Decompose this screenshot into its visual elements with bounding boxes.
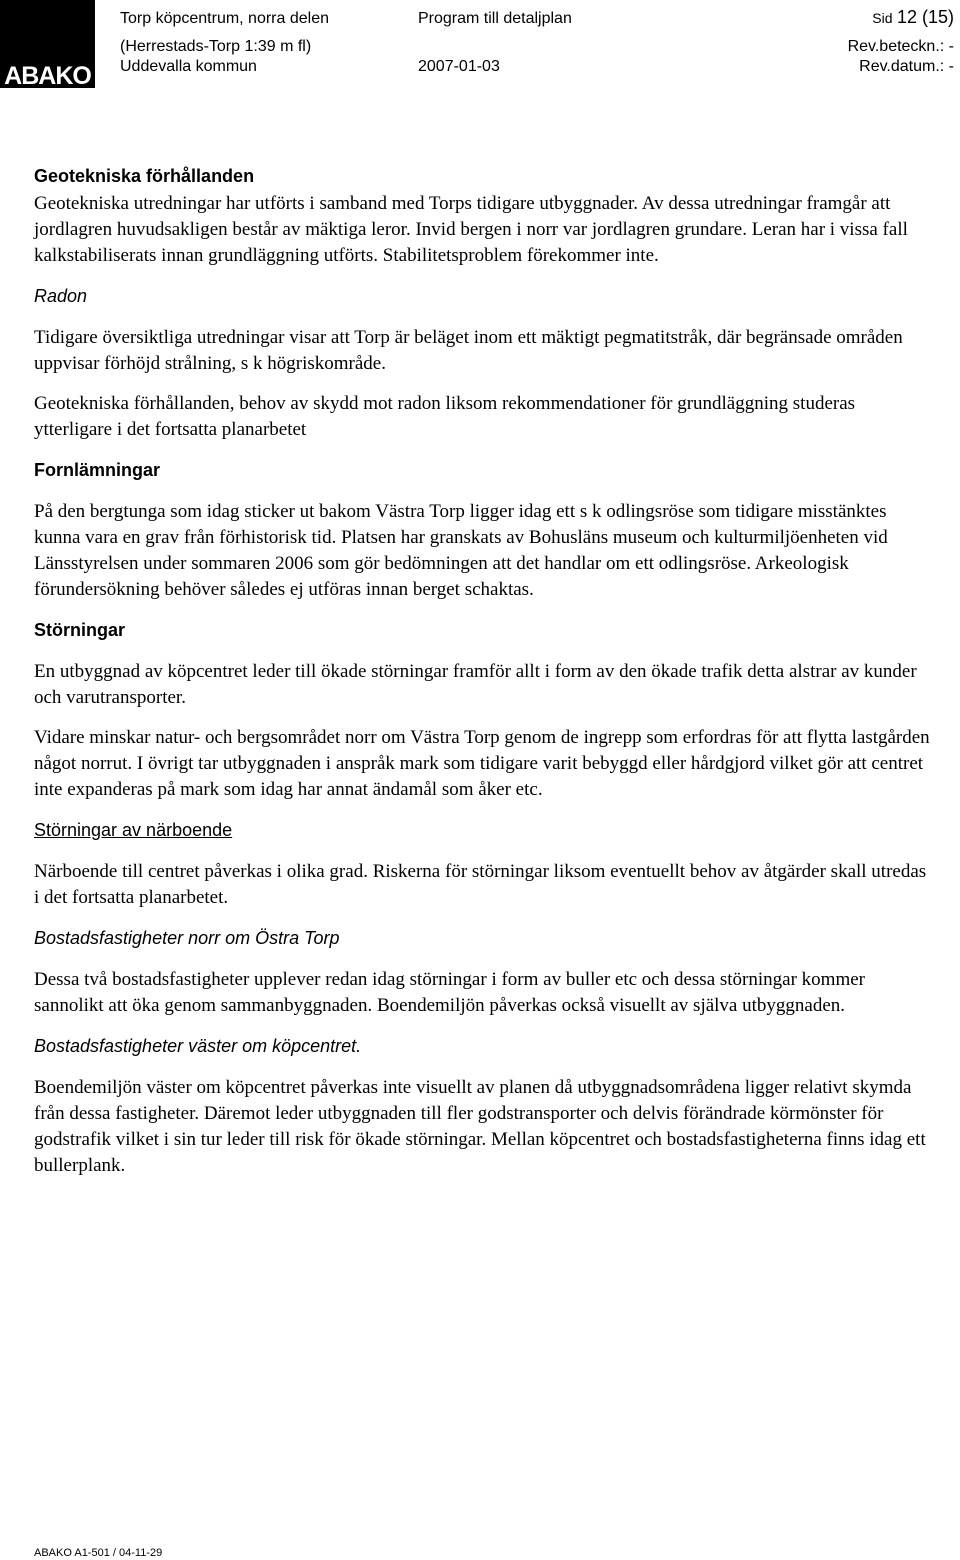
project-title: Torp köpcentrum, norra delen [120, 10, 329, 27]
document-type: Program till detaljplan [418, 10, 572, 27]
section-heading-neighbour-disturbances: Störningar av närboende [34, 820, 233, 840]
page-prefix: Sid [872, 10, 893, 26]
company-logo [0, 0, 95, 88]
paragraph-disturbances-1: En utbyggnad av köpcentret leder till ökade störningar framför allt i form av den ökade trafik detta alstrar av kunder och varutransporter. [34, 661, 917, 708]
section-heading-disturbances: Störningar [34, 620, 126, 640]
document-date: 2007-01-03 [418, 58, 500, 75]
revision-date: Rev.datum.: - [859, 58, 954, 75]
logo-text: ABAKO [4, 62, 91, 90]
municipality: Uddevalla kommun [120, 58, 257, 75]
paragraph-west-properties: Boendemiljön väster om köpcentret påverkas inte visuellt av planen då utbyggnadsområdena ligger relativt skymda från dessa fastigheter. Däremot leder utbyggnaden till fler godstransporter och delvis förändrade körmönster för godstrafik vilket i sin tur leder till risk för ökade störningar. Mellan köpcentret och bostadsfastigheterna finns idag ett bullerplank. [34, 1077, 926, 1176]
section-heading-ancient-remains: Fornlämningar [34, 460, 161, 480]
paragraph-radon-2: Geotekniska förhållanden, behov av skydd mot radon liksom rekommendationer för grundläggning studeras ytterligare i det fortsatta planarbetet [34, 393, 856, 440]
paragraph-geotechnical: Geotekniska utredningar har utförts i samband med Torps tidigare utbyggnader. Av dessa utredningar framgår att jordlagren huvudsakligen består av mäktiga leror. Invid bergen i norr var jordlagren grundare. Leran har i vissa fall kalkstabiliserats innan grundläggning utförts. Stabilitetsproblem förekommer inte. [34, 193, 908, 266]
paragraph-disturbances-2: Vidare minskar natur- och bergsområdet norr om Västra Torp genom de ingrepp som erfordras för att flytta lastgården något norrut. I övrigt tar utbyggnaden i anspråk mark som tidigare varit bebyggd eller hårdgjord vilket gör att centret inte expanderas på mark som idag har annat ändamål som åker etc. [34, 727, 930, 800]
document-body [34, 163, 934, 1179]
section-heading-east-torp-properties: Bostadsfastigheter norr om Östra Torp [34, 928, 340, 948]
paragraph-ancient-remains: På den bergtunga som idag sticker ut bakom Västra Torp ligger idag ett s k odlingsröse som tidigare misstänktes kunna vara en grav från förhistorisk tid. Platsen har granskats av Bohusläns museum och kulturmiljöenheten vid Länsstyrelsen under sommaren 2006 som gör bedömningen att det handlar om ett odlingsröse. Arkeologisk förundersökning behöver således ej utföras innan berget schaktas. [34, 501, 888, 600]
page-number: 12 (15) [896, 7, 954, 27]
section-heading-geotechnical: Geotekniska förhållanden [34, 166, 255, 186]
section-heading-west-properties: Bostadsfastigheter väster om köpcentret. [34, 1036, 362, 1056]
paragraph-east-torp-properties: Dessa två bostadsfastigheter upplever redan idag störningar i form av buller etc och dessa störningar kommer sannolikt att öka genom sammanbyggnaden. Boendemiljön påverkas också visuellt av själva utbyggnaden. [34, 969, 865, 1016]
footer-document-code: ABAKO A1-501 / 04-11-29 [34, 1547, 163, 1559]
paragraph-radon-1: Tidigare översiktliga utredningar visar att Torp är beläget inom ett mäktigt pegmatitstråk, där begränsade områden uppvisar förhöjd strålning, s k högriskområde. [34, 327, 903, 374]
paragraph-neighbour-disturbances: Närboende till centret påverkas i olika grad. Riskerna för störningar liksom eventuellt behov av åtgärder skall utredas i det fortsatta planarbetet. [34, 861, 927, 908]
revision-designation: Rev.beteckn.: - [847, 38, 954, 55]
page-indicator [872, 7, 954, 29]
property-designation: (Herrestads-Torp 1:39 m fl) [120, 38, 312, 55]
section-heading-radon: Radon [34, 286, 88, 306]
